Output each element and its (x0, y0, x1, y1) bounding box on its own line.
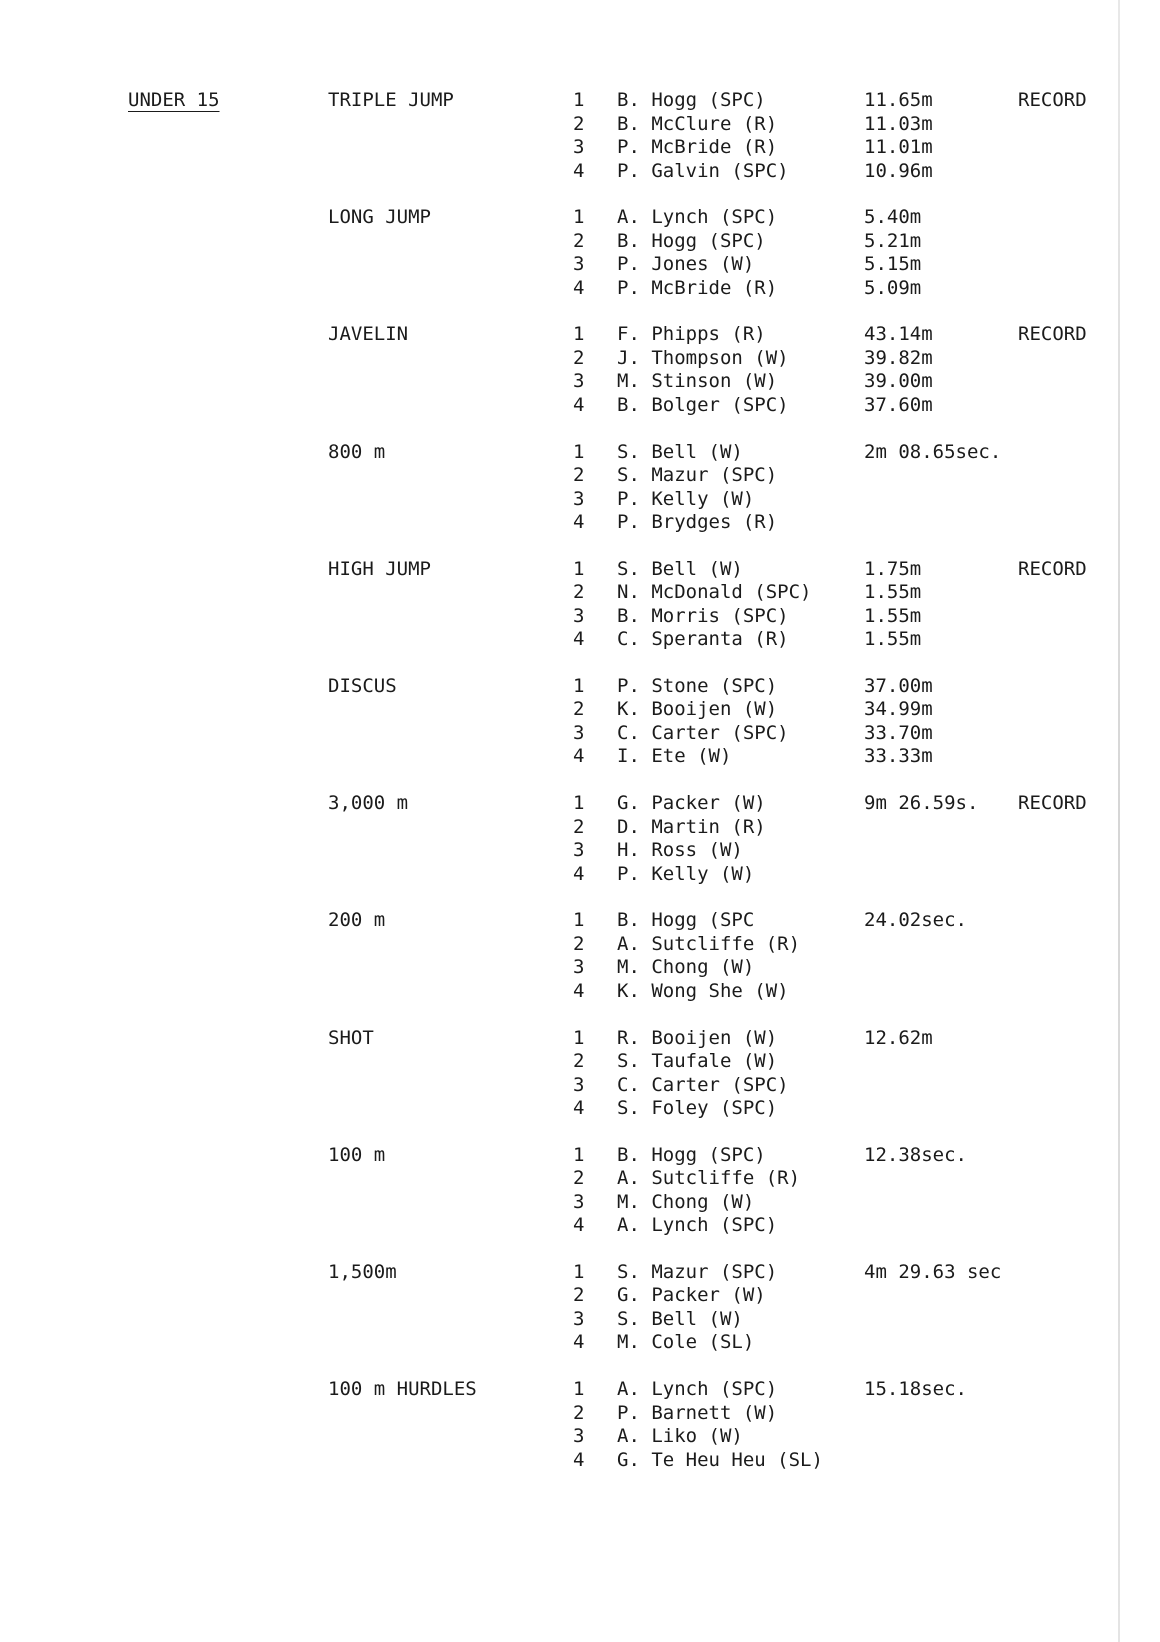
result-row (0, 136, 1160, 160)
place: 4 (573, 1097, 585, 1119)
athlete-name: P. McBride (R) (617, 136, 778, 158)
performance: 2m 08.65sec. (864, 440, 1002, 463)
results-list (0, 909, 1160, 1003)
athlete-name: P. Brydges (R) (617, 511, 778, 534)
results-list (0, 441, 1160, 535)
event-block (0, 1144, 1160, 1261)
athlete-name: S. Bell (W) (617, 1307, 743, 1330)
result-row (0, 1050, 1160, 1074)
place: 3 (573, 253, 585, 276)
result-row (0, 605, 1160, 629)
performance: 5.09m (864, 276, 922, 299)
place: 4 (573, 628, 585, 651)
event-name: DISCUS (328, 674, 397, 697)
athlete-name: B. Hogg (SPC) (617, 1143, 766, 1166)
event-block (0, 909, 1160, 1026)
results-list (0, 1027, 1160, 1121)
event-name: 800 m (328, 440, 386, 463)
event-name: 3,000 m (328, 792, 409, 815)
place: 4 (573, 1214, 585, 1237)
athlete-name: G. Te Heu Heu (SL) (617, 1448, 823, 1471)
result-row (0, 1425, 1160, 1449)
place: 2 (573, 815, 585, 838)
result-row (0, 1449, 1160, 1473)
place: 4 (573, 1448, 585, 1471)
athlete-name: G. Packer (W) (617, 1284, 766, 1307)
place: 3 (573, 604, 585, 627)
athlete-name: F. Phipps (R) (617, 323, 766, 346)
athlete-name: N. McDonald (SPC) (617, 581, 812, 604)
place: 4 (573, 979, 585, 1002)
event-name: HIGH JUMP (328, 557, 431, 580)
result-row (0, 511, 1160, 535)
athlete-name: P. Kelly (W) (617, 487, 755, 510)
performance: 9m 26.59s. (864, 792, 979, 815)
athlete-name: A. Sutcliffe (R) (617, 932, 801, 955)
result-row (0, 113, 1160, 137)
performance: 43.14m (864, 323, 933, 346)
athlete-name: B. Bolger (SPC) (617, 393, 789, 416)
performance: 1.55m (864, 604, 922, 627)
record-note: RECORD (1018, 89, 1087, 111)
result-row (0, 1378, 1160, 1402)
place: 1 (573, 792, 585, 815)
athlete-name: S. Taufale (W) (617, 1050, 778, 1072)
athlete-name: P. Stone (SPC) (617, 674, 778, 697)
athlete-name: B. Hogg (SPC) (617, 229, 766, 252)
event-block (0, 1261, 1160, 1378)
athlete-name: G. Packer (W) (617, 792, 766, 815)
performance: 5.21m (864, 229, 922, 252)
place: 2 (573, 1050, 585, 1072)
event-block (0, 792, 1160, 909)
athlete-name: J. Thompson (W) (617, 346, 789, 369)
place: 3 (573, 1073, 585, 1096)
place: 1 (573, 1026, 585, 1049)
result-row (0, 698, 1160, 722)
result-row (0, 980, 1160, 1004)
athlete-name: S. Mazur (SPC) (617, 1260, 778, 1283)
place: 3 (573, 956, 585, 979)
place: 2 (573, 229, 585, 252)
event-block (0, 441, 1160, 558)
result-row (0, 1074, 1160, 1098)
athlete-name: C. Carter (SPC) (617, 721, 789, 744)
athlete-name: S. Bell (W) (617, 440, 743, 463)
result-row (0, 394, 1160, 418)
place: 4 (573, 862, 585, 885)
athlete-name: P. Jones (W) (617, 253, 755, 276)
place: 1 (573, 909, 585, 932)
performance: 24.02sec. (864, 909, 967, 932)
event-block (0, 558, 1160, 675)
place: 1 (573, 1143, 585, 1166)
event-block (0, 206, 1160, 323)
result-row (0, 816, 1160, 840)
result-row (0, 1167, 1160, 1191)
place: 1 (573, 1378, 585, 1401)
event-block (0, 1027, 1160, 1144)
results-list (0, 1378, 1160, 1472)
athlete-name: B. Hogg (SPC) (617, 89, 766, 111)
performance: 39.00m (864, 370, 933, 393)
events-list (0, 89, 1160, 1495)
result-row (0, 933, 1160, 957)
record-note: RECORD (1018, 323, 1087, 346)
place: 4 (573, 1331, 585, 1354)
place: 2 (573, 1284, 585, 1307)
result-row (0, 323, 1160, 347)
result-row (0, 909, 1160, 933)
place: 2 (573, 112, 585, 135)
performance: 10.96m (864, 159, 933, 182)
athlete-name: R. Booijen (W) (617, 1026, 778, 1049)
performance: 12.38sec. (864, 1143, 967, 1166)
place: 4 (573, 276, 585, 299)
athlete-name: A. Lynch (SPC) (617, 1214, 778, 1237)
athlete-name: C. Carter (SPC) (617, 1073, 789, 1096)
athlete-name: D. Martin (R) (617, 815, 766, 838)
place: 2 (573, 1401, 585, 1424)
result-row (0, 1261, 1160, 1285)
event-name: 100 m HURDLES (328, 1378, 477, 1401)
result-row (0, 722, 1160, 746)
result-row (0, 558, 1160, 582)
performance: 39.82m (864, 346, 933, 369)
event-name: SHOT (328, 1026, 374, 1049)
result-row (0, 1214, 1160, 1238)
athlete-name: P. Kelly (W) (617, 862, 755, 885)
result-row (0, 253, 1160, 277)
result-row (0, 839, 1160, 863)
result-row (0, 277, 1160, 301)
event-block (0, 89, 1160, 206)
athlete-name: A. Lynch (SPC) (617, 206, 778, 229)
place: 3 (573, 721, 585, 744)
results-list (0, 1144, 1160, 1238)
results-list (0, 323, 1160, 417)
results-list (0, 792, 1160, 886)
performance: 1.55m (864, 581, 922, 604)
place: 1 (573, 89, 585, 111)
place: 1 (573, 674, 585, 697)
athlete-name: M. Chong (W) (617, 1190, 755, 1213)
place: 2 (573, 581, 585, 604)
performance: 1.75m (864, 557, 922, 580)
place: 2 (573, 346, 585, 369)
place: 1 (573, 323, 585, 346)
place: 4 (573, 159, 585, 182)
performance: 34.99m (864, 698, 933, 721)
place: 2 (573, 698, 585, 721)
result-row (0, 1097, 1160, 1121)
event-name: 1,500m (328, 1260, 397, 1283)
result-row (0, 89, 1160, 113)
place: 2 (573, 932, 585, 955)
place: 1 (573, 557, 585, 580)
place: 2 (573, 1167, 585, 1190)
athlete-name: B. Morris (SPC) (617, 604, 789, 627)
performance: 5.15m (864, 253, 922, 276)
performance: 37.00m (864, 674, 933, 697)
athlete-name: S. Foley (SPC) (617, 1097, 778, 1119)
result-row (0, 956, 1160, 980)
result-row (0, 441, 1160, 465)
athlete-name: B. Hogg (SPC (617, 909, 755, 932)
result-row (0, 488, 1160, 512)
performance: 5.40m (864, 206, 922, 229)
result-row (0, 863, 1160, 887)
athlete-name: M. Stinson (W) (617, 370, 778, 393)
place: 1 (573, 440, 585, 463)
place: 1 (573, 1260, 585, 1283)
result-row (0, 628, 1160, 652)
result-row (0, 675, 1160, 699)
athlete-name: K. Booijen (W) (617, 698, 778, 721)
record-note: RECORD (1018, 792, 1087, 815)
athlete-name: P. Galvin (SPC) (617, 159, 789, 182)
athlete-name: A. Lynch (SPC) (617, 1378, 778, 1401)
performance: 11.65m (864, 89, 933, 111)
event-name: LONG JUMP (328, 206, 431, 229)
result-row (0, 370, 1160, 394)
result-row (0, 1191, 1160, 1215)
result-row (0, 206, 1160, 230)
place: 3 (573, 839, 585, 862)
event-block (0, 675, 1160, 792)
results-list (0, 675, 1160, 769)
place: 3 (573, 1307, 585, 1330)
category-heading: UNDER 15 (128, 89, 220, 111)
result-row (0, 230, 1160, 254)
athlete-name: H. Ross (W) (617, 839, 743, 862)
performance: 11.01m (864, 136, 933, 158)
place: 3 (573, 370, 585, 393)
event-block (0, 323, 1160, 440)
result-row (0, 581, 1160, 605)
performance: 11.03m (864, 112, 933, 135)
athlete-name: P. Barnett (W) (617, 1401, 778, 1424)
place: 3 (573, 1425, 585, 1448)
record-note: RECORD (1018, 557, 1087, 580)
performance: 1.55m (864, 628, 922, 651)
result-row (0, 160, 1160, 184)
place: 3 (573, 1190, 585, 1213)
event-block (0, 1378, 1160, 1495)
place: 3 (573, 487, 585, 510)
athlete-name: A. Liko (W) (617, 1425, 743, 1448)
result-row (0, 1331, 1160, 1355)
results-list (0, 89, 1160, 183)
result-row (0, 1284, 1160, 1308)
place: 4 (573, 745, 585, 768)
event-name: 100 m (328, 1143, 386, 1166)
result-row (0, 1144, 1160, 1168)
performance: 15.18sec. (864, 1378, 967, 1401)
place: 2 (573, 464, 585, 487)
result-row (0, 1402, 1160, 1426)
athlete-name: M. Chong (W) (617, 956, 755, 979)
performance: 33.70m (864, 721, 933, 744)
results-list (0, 558, 1160, 652)
performance: 37.60m (864, 393, 933, 416)
result-row (0, 347, 1160, 371)
result-row (0, 464, 1160, 488)
athlete-name: A. Sutcliffe (R) (617, 1167, 801, 1190)
result-row (0, 792, 1160, 816)
performance: 33.33m (864, 745, 933, 768)
place: 4 (573, 393, 585, 416)
athlete-name: K. Wong She (W) (617, 979, 789, 1002)
athlete-name: I. Ete (W) (617, 745, 732, 768)
athlete-name: P. McBride (R) (617, 276, 778, 299)
result-row (0, 1027, 1160, 1051)
athlete-name: M. Cole (SL) (617, 1331, 755, 1354)
athlete-name: C. Speranta (R) (617, 628, 789, 651)
athlete-name: B. McClure (R) (617, 112, 778, 135)
place: 1 (573, 206, 585, 229)
event-name: 200 m (328, 909, 386, 932)
place: 4 (573, 511, 585, 534)
results-list (0, 1261, 1160, 1355)
athlete-name: S. Bell (W) (617, 557, 743, 580)
result-row (0, 1308, 1160, 1332)
results-list (0, 206, 1160, 300)
result-row (0, 745, 1160, 769)
place: 3 (573, 136, 585, 158)
athlete-name: S. Mazur (SPC) (617, 464, 778, 487)
performance: 4m 29.63 sec (864, 1260, 1002, 1283)
event-name: JAVELIN (328, 323, 409, 346)
event-name: TRIPLE JUMP (328, 89, 454, 111)
performance: 12.62m (864, 1026, 933, 1049)
